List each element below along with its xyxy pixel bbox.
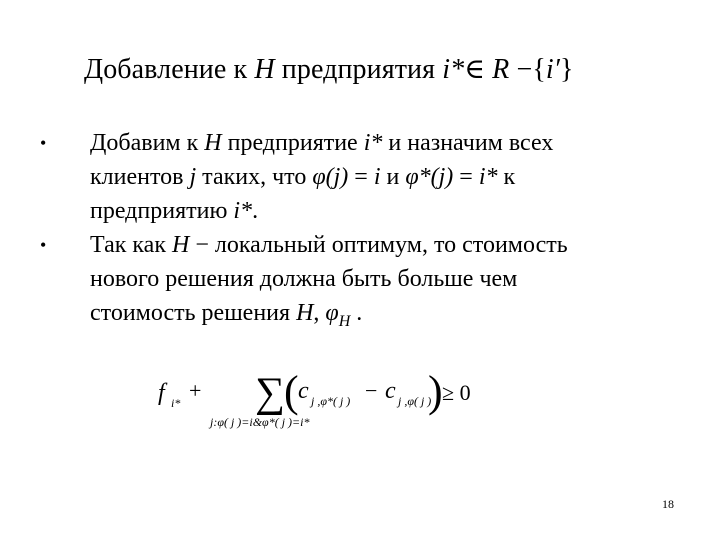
formula-c1: c [298,378,309,404]
formula-f: f [158,380,165,406]
text: и назначим всех [382,130,554,156]
formula-c1-subscript: j ,φ*( j ) [311,394,351,408]
summation-range: j:φ( j )=i&φ*( j )=i* [210,415,310,429]
text: . [350,300,363,326]
title-istar: i* [442,54,465,85]
text: к [497,164,516,190]
formula-minus: − [365,378,378,403]
formula [152,358,492,438]
text: φ*(j) [405,164,454,190]
text: φ(j) [312,164,349,190]
title-h: H [254,54,275,85]
slide-title [84,52,574,86]
text: i* [233,198,253,224]
title-r: R [492,54,510,85]
bullet-item [40,126,680,228]
bullet-item [40,228,680,339]
formula-c2: c [385,378,396,404]
text: нового решения должна быть больше чем [90,266,518,292]
text: и [380,164,406,190]
subscript: H [338,312,351,330]
bullet-line [90,160,680,194]
title-minus: −{ [509,54,546,85]
formula-plus: + [189,378,202,403]
text: . [252,198,259,224]
bullet-list [40,126,680,339]
bullet-line [90,126,680,160]
title-prefix: Добавление к [84,54,255,85]
text: стоимость решения [90,300,297,326]
text: i* [478,164,498,190]
text: предприятие [221,130,364,156]
text: = [348,164,374,190]
bullet-line [90,228,680,262]
open-paren: ( [284,367,299,416]
text: Так как [90,232,172,258]
text: H [296,300,314,326]
text: = [453,164,479,190]
bullet-line [90,194,680,228]
title-in-symbol: ∈ [464,54,493,85]
text: таких, что [196,164,313,190]
title-iprime: i′ [545,54,560,85]
bullet-dot: • [40,133,47,153]
text: H [204,130,222,156]
bullet-dot: • [40,235,47,255]
title-close: } [559,54,574,85]
title-middle: предприятия [274,54,443,85]
text: φ [325,300,339,326]
bullet-line [90,262,680,296]
formula-ge-zero: ≥ 0 [442,380,471,405]
bullet-line [90,296,680,339]
text: j [189,164,197,190]
text: H [171,232,190,258]
text: Добавим к [90,130,205,156]
formula-c2-subscript: j ,φ( j ) [398,394,432,408]
text: i* [363,130,383,156]
summation-symbol: ∑ [255,370,285,416]
text: клиентов [90,164,190,190]
formula-f-subscript: i* [171,396,181,410]
text: предприятию [90,198,234,224]
close-paren: ) [428,367,443,416]
page-number: 18 [662,497,674,511]
text: − локальный оптимум, то стоимость [189,232,568,258]
text: , [313,300,326,326]
text: i [373,164,381,190]
